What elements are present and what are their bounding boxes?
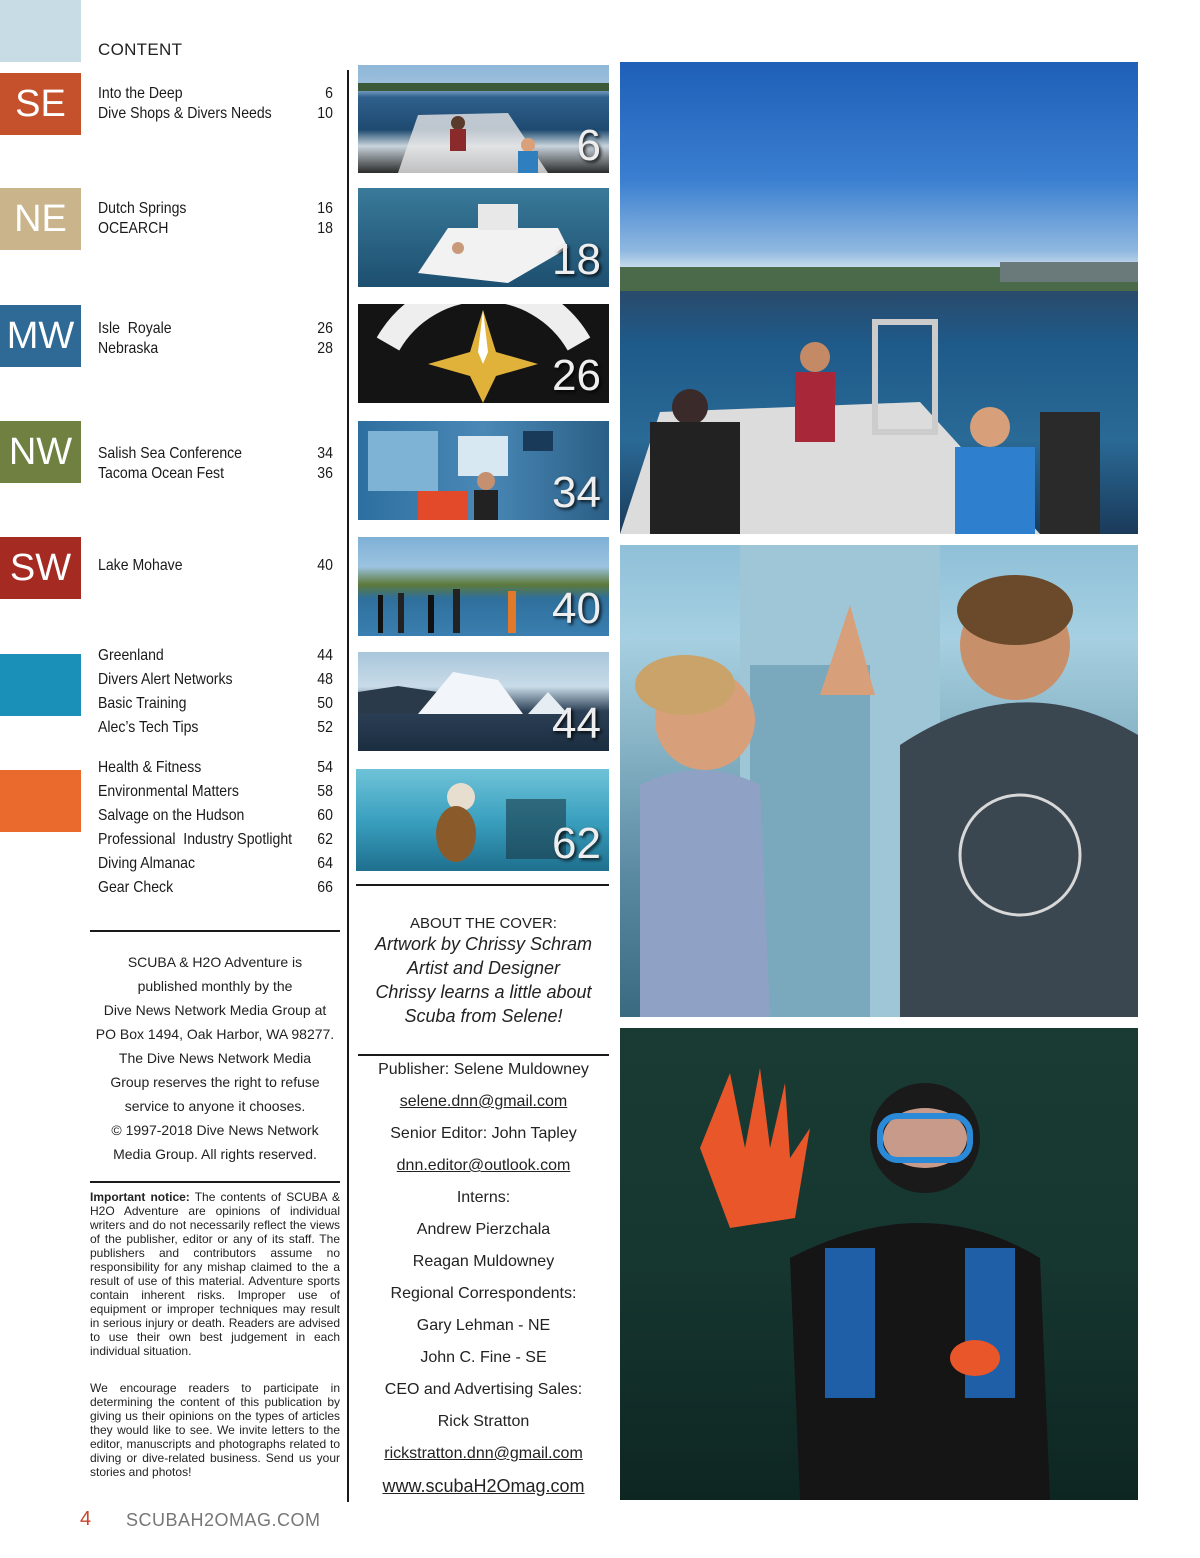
- photo-underwater-diver: [620, 1028, 1138, 1500]
- cover-heading: ABOUT THE COVER:: [410, 915, 557, 932]
- toc-group-nw: [98, 444, 333, 484]
- thumbnail-ocearch-boat[interactable]: [358, 188, 609, 287]
- divider: [90, 1181, 340, 1183]
- toc-entry[interactable]: Isle Royale 26: [98, 320, 333, 337]
- thumbnail-page-number: 44: [552, 699, 601, 748]
- toc-entry[interactable]: Diving Almanac 64: [98, 855, 333, 872]
- ceo-email-link[interactable]: rickstratton.dnn@gmail.com: [384, 1445, 583, 1462]
- toc-entry[interactable]: Health & Fitness 54: [98, 759, 333, 776]
- website-link[interactable]: www.scubaH2Omag.com: [382, 1476, 585, 1496]
- thumbnail-page-number: 26: [552, 351, 601, 400]
- toc-entry[interactable]: Dive Shops & Divers Needs 10: [98, 105, 333, 122]
- region-tab-ne: NE: [0, 188, 81, 250]
- column-divider: [347, 70, 349, 1502]
- toc-entry[interactable]: OCEARCH 18: [98, 220, 333, 237]
- footer-site: SCUBAH2OMAG.COM: [126, 1510, 321, 1530]
- thumbnail-lake-mohave[interactable]: [358, 537, 609, 636]
- thumbnail-page-number: 6: [576, 121, 601, 170]
- toc-group-blue: [98, 644, 333, 740]
- region-tab-nw: NW: [0, 421, 81, 483]
- toc-entry[interactable]: Gear Check 66: [98, 879, 333, 896]
- toc-group-orange: [98, 756, 333, 900]
- page-number: 4: [80, 1508, 92, 1530]
- toc-entry[interactable]: Lake Mohave 40: [98, 557, 333, 574]
- thumbnail-boat-ride[interactable]: [358, 65, 609, 173]
- toc-group-se: [98, 84, 333, 124]
- thumbnail-page-number: 18: [552, 235, 601, 284]
- encourage-notice: We encourage readers to participate in determining the content of this publication by giving us their opinions on the types of articles they would like to see. We invite letters to the editor, manuscripts and photographs related to diving or dive-related business. Send us your stories and photos!: [90, 1381, 340, 1479]
- toc-entry[interactable]: Nebraska 28: [98, 340, 333, 357]
- important-notice: Important notice: The contents of SCUBA & H2O Adventure are opinions of individual writers and do not necessarily reflect the views of the publisher, editor or any of its staff. The publishers and contributors assume no responsibility for any mishap claimed to the a result of use of this material. Adventure sports contain inherent risks. Improper use of equipment or improper techniques may result in serious injury or death. Readers are advised to use their own best judgement in each individual situation.: [90, 1190, 341, 1358]
- photo-boat-divers: [620, 62, 1138, 534]
- page-title: CONTENT: [98, 40, 183, 59]
- thumbnail-page-number: 40: [552, 584, 601, 633]
- region-tab-sw: SW: [0, 537, 81, 599]
- publisher-email-link[interactable]: selene.dnn@gmail.com: [399, 1093, 568, 1110]
- thumbnail-page-number: 34: [552, 468, 601, 517]
- publisher-info: SCUBA & H2O Adventure is published monthly by the Dive News Network Media Group at PO Box 1494, Oak Harbor, WA 98277. The Dive News Network Media Group reserves the right to refuse service to anyone it chooses. © 1997-2018 Dive News Network Media Group. All rights reserved.: [95, 954, 335, 1162]
- toc-entry[interactable]: Divers Alert Networks 48: [98, 671, 333, 688]
- toc-group-sw: [98, 556, 333, 576]
- editor-email-link[interactable]: dnn.editor@outlook.com: [396, 1157, 571, 1174]
- toc-group-ne: [98, 199, 333, 239]
- thumbnail-salish-sea-booth[interactable]: [358, 421, 609, 520]
- toc-entry[interactable]: Environmental Matters 58: [98, 783, 333, 800]
- toc-entry[interactable]: Basic Training 50: [98, 695, 333, 712]
- thumbnail-greenland-icebergs[interactable]: [358, 652, 609, 751]
- region-tab-mw: MW: [0, 305, 81, 367]
- staff-masthead: Publisher: Selene Muldowney selene.dnn@gmail.com Senior Editor: John Tapley dnn.editor@outlook.com Interns: Andrew Pierzchala Reagan Muldowney Regional Correspondents: Gary Lehman - NE John C. Fine - SE CEO and Advertising Sales: Rick Stratton rickstratton.dnn@gmail.com www.scubaH2Omag.com: [358, 1054, 609, 1502]
- toc-entry[interactable]: Greenland 44: [98, 647, 333, 664]
- toc-group-mw: [98, 319, 333, 359]
- thumbnail-industry-spotlight[interactable]: [356, 769, 609, 871]
- photo-high-five: [620, 545, 1138, 1017]
- toc-entry[interactable]: Dutch Springs 16: [98, 200, 333, 217]
- toc-entry[interactable]: Alec’s Tech Tips 52: [98, 719, 333, 736]
- toc-entry[interactable]: Into the Deep 6: [98, 85, 333, 102]
- divider: [356, 884, 609, 886]
- top-color-block: [0, 0, 81, 62]
- toc-entry[interactable]: Salish Sea Conference 34: [98, 445, 333, 462]
- about-the-cover: ABOUT THE COVER: Artwork by Chrissy Schram Artist and Designer Chrissy learns a little about Scuba from Selene!: [358, 915, 609, 1028]
- toc-entry[interactable]: Professional Industry Spotlight 62: [98, 831, 333, 848]
- divider: [90, 930, 340, 932]
- toc-entry[interactable]: Tacoma Ocean Fest 36: [98, 465, 333, 482]
- thumbnail-page-number: 62: [552, 819, 601, 868]
- region-tab-blue: [0, 654, 81, 716]
- region-tab-orange: [0, 770, 81, 832]
- region-tab-se: SE: [0, 73, 81, 135]
- thumbnail-isle-royale-compass[interactable]: [358, 304, 609, 403]
- toc-entry[interactable]: Salvage on the Hudson 60: [98, 807, 333, 824]
